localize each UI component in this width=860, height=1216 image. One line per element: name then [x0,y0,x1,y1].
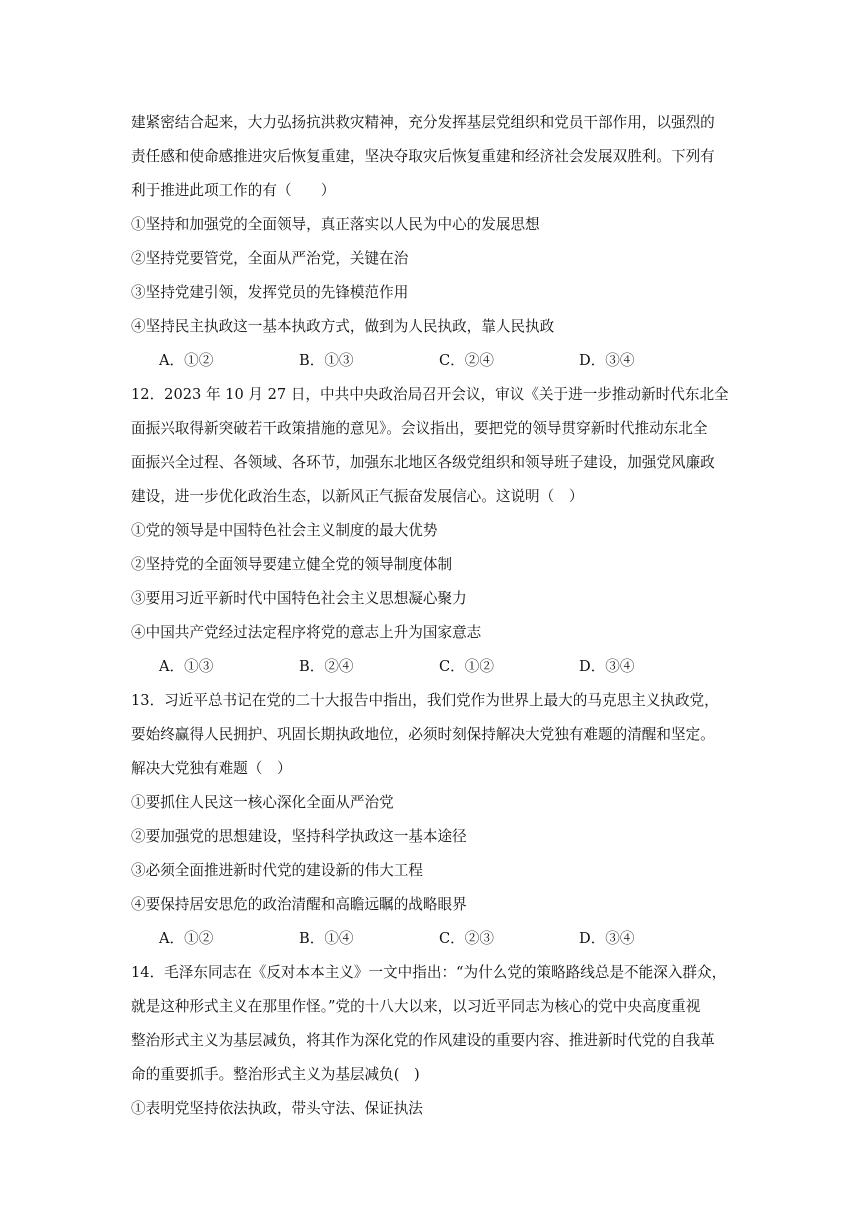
option-a: A．①③ [159,658,214,675]
statement-1: ①要抓住人民这一核心深化全面从严治党 [131,794,394,811]
option-b: B．①③ [299,352,354,369]
answer-options [131,344,743,378]
option-c: C．②④ [439,352,494,369]
statement-4: ④要保持居安思危的政治清醒和高瞻远瞩的战略眼界 [131,896,467,913]
question-12 [131,378,743,684]
statement-3: ③必须全面推进新时代党的建设新的伟大工程 [131,862,423,879]
option-d: D．③④ [579,658,635,675]
statement-1: ①表明党坚持依法执政，带头守法、保证执法 [131,1100,423,1117]
option-c: C．①② [439,658,494,675]
statement-1: ①坚持和加强党的全面领导，真正落实以人民为中心的发展思想 [131,216,540,233]
question-stem-line: 责任感和使命感推进灾后恢复重建，坚决夺取灾后恢复重建和经济社会发展双胜利。下列有 [131,148,715,165]
question-stem-line: 建紧密结合起来，大力弘扬抗洪救灾精神，充分发挥基层党组织和党员干部作用，以强烈的 [131,114,715,131]
statement-4: ④坚持民主执政这一基本执政方式，做到为人民执政，靠人民执政 [131,318,555,335]
question-stem-line: 14．毛泽东同志在《反对本本主义》一文中指出：“为什么党的策略路线总是不能深入群众， [131,964,727,981]
question-stem-line: 12．2023 年 10 月 27 日，中共中央政治局召开会议，审议《关于进一步推动新时代东北全 [131,386,729,403]
question-stem-line: 面振兴取得新突破若干政策措施的意见》。会议指出，要把党的领导贯穿新时代推动东北全 [131,420,708,437]
question-stem-line: 就是这种形式主义在那里作怪。”党的十八大以来，以习近平同志为核心的党中央高度重视 [131,998,701,1015]
statement-2: ②要加强党的思想建设，坚持科学执政这一基本途径 [131,828,467,845]
question-stem-line: 整治形式主义为基层减负，将其作为深化党的作风建设的重要内容、推进新时代党的自我革 [131,1032,715,1049]
option-d: D．③④ [579,930,635,947]
statement-3: ③要用习近平新时代中国特色社会主义思想凝心聚力 [131,590,467,607]
question-stem-line: 要始终赢得人民拥护、巩固长期执政地位，必须时刻保持解决大党独有难题的清醒和坚定。 [131,726,715,743]
question-stem-line: 命的重要抓手。整治形式主义为基层减负( ) [131,1066,420,1083]
option-d: D．③④ [579,352,635,369]
option-c: C．②③ [439,930,494,947]
question-content [131,106,743,1126]
statement-2: ②坚持党要管党，全面从严治党，关键在治 [131,250,409,267]
answer-options [131,650,743,684]
option-b: B．①④ [299,930,354,947]
question-14 [131,956,743,1126]
question-stem-line: 面振兴全过程、各领域、各环节，加强东北地区各级党组织和领导班子建设，加强党风廉政 [131,454,715,471]
statement-3: ③坚持党建引领，发挥党员的先锋模范作用 [131,284,409,301]
statement-4: ④中国共产党经过法定程序将党的意志上升为国家意志 [131,624,482,641]
option-a: A．①② [159,352,214,369]
statement-2: ②坚持党的全面领导要建立健全党的领导制度体制 [131,556,453,573]
option-a: A．①② [159,930,214,947]
question-stem-line: 13．习近平总书记在党的二十大报告中指出，我们党作为世界上最大的马克思主义执政党， [131,692,719,709]
question-stem-line: 利于推进此项工作的有（ ） [131,182,336,199]
question-13 [131,684,743,956]
question-stem-line: 解决大党独有难题（ ） [131,760,292,777]
question-stem-line: 建设，进一步优化政治生态，以新风正气振奋发展信心。这说明（ ） [131,488,584,505]
option-b: B．②④ [299,658,354,675]
statement-1: ①党的领导是中国特色社会主义制度的最大优势 [131,522,438,539]
answer-options [131,922,743,956]
question-11 [131,106,743,378]
